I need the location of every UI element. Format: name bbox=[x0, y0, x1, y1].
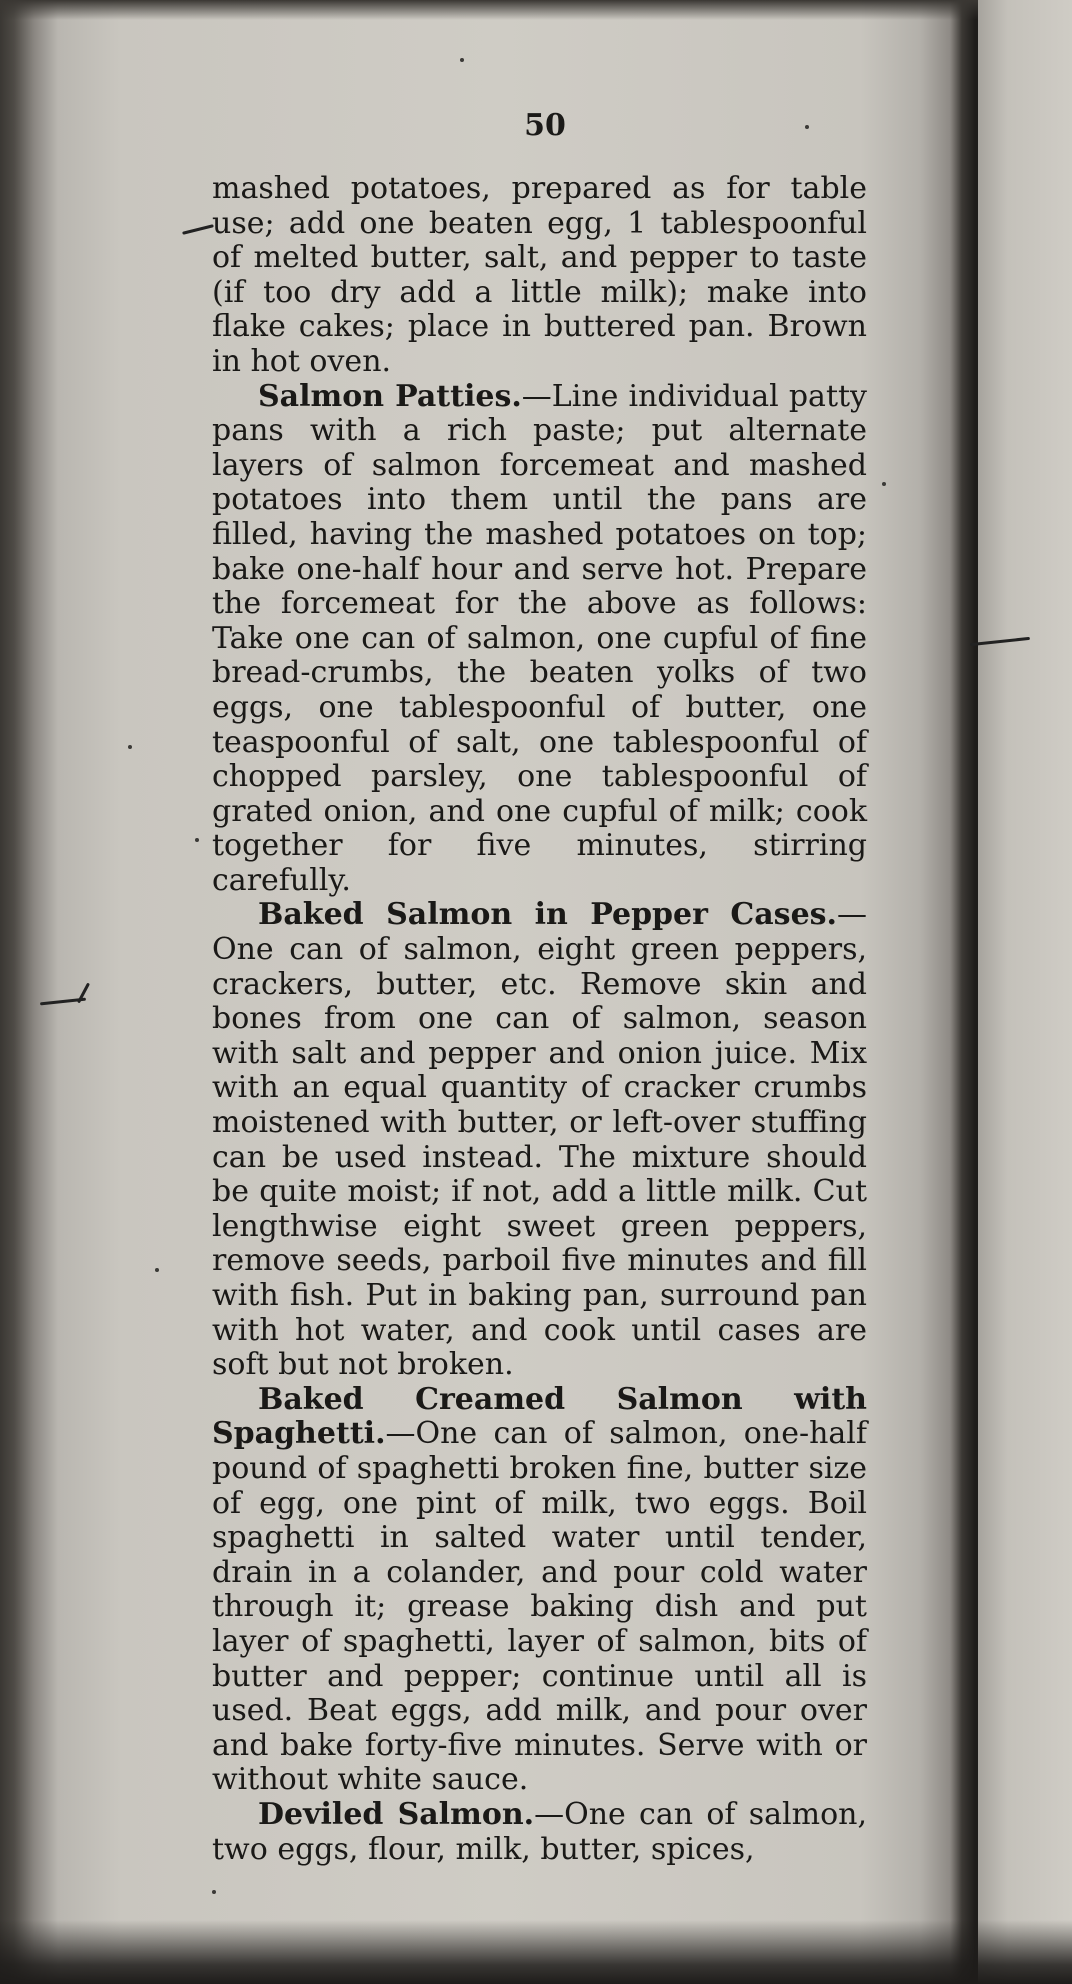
recipe-baked-salmon-pepper-cases bbox=[212, 898, 867, 1382]
recipe-body: —One can of salmon, one-half pound of spaghetti broken fine, butter size of egg, one pint of milk, two eggs. Boil spaghetti in salted water until tender, drain in a colander, and pour cold water through it; grease baking dish and put layer of spaghetti, layer of salmon, bits of butter and pepper; continue until all is used. Beat eggs, add milk, and pour over and bake forty-five minutes. Serve with or without white sauce. bbox=[212, 1416, 867, 1798]
recipe-body: —One can of salmon, two eggs, flour, milk, butter, spices, bbox=[212, 1796, 868, 1867]
recipe-body: —Line individual patty pans with a rich paste; put alternate layers of salmon forcemeat and mashed potatoes into them until the pans are filled, having the mashed potatoes on top; bake one-half hour and serve hot. Prepare the forcemeat for the above as follows: Take one can of salmon, one cupful of fine bread-crumbs, the beaten yolks of two eggs, one tablespoonful of butter, one teaspoonful of salt, one tablespoonful of chopped parsley, one tablespoonful of grated onion, and one cupful of milk; cook together for five minutes, stirring carefully. bbox=[212, 378, 867, 898]
recipe-baked-creamed-salmon-spaghetti bbox=[212, 1383, 867, 1798]
recipe-title: Baked Salmon in Pepper Cases. bbox=[258, 897, 837, 933]
dust-speck bbox=[195, 838, 199, 842]
paragraph-body: mashed potatoes, prepared as for table use; add one beaten egg, 1 tablespoonful of melted butter, salt, and pepper to taste (if too dry add a little milk); make into flake cakes; place in buttered pan. Brown in hot oven. bbox=[212, 171, 867, 379]
dust-speck bbox=[805, 125, 809, 129]
recipe-body: —One can of salmon, eight green peppers, crackers, butter, etc. Remove skin and bones from one can of salmon, season with salt and pepper and onion juice. Mix with an equal quantity of cracker crumbs moistened with butter, or left-over stuffing can be used instead. The mixture should be quite moist; if not, add a little milk. Cut lengthwise eight sweet green peppers, remove seeds, parboil five minutes and fill with fish. Put in baking pan, surround pan with hot water, and cook until cases are soft but not broken. bbox=[212, 897, 867, 1383]
recipe-salmon-patties bbox=[212, 380, 867, 899]
bottom-shadow bbox=[0, 1920, 1072, 1984]
recipe-deviled-salmon bbox=[212, 1798, 867, 1867]
dust-speck bbox=[128, 745, 132, 749]
facing-page-edge bbox=[978, 0, 1072, 1984]
recipe-title: Baked Creamed Salmon with Spaghetti. bbox=[212, 1381, 867, 1452]
pencil-margin-mark bbox=[182, 224, 214, 235]
dust-speck bbox=[155, 1268, 159, 1272]
top-shadow bbox=[0, 0, 1072, 20]
page-number: 50 bbox=[524, 108, 566, 143]
dust-speck bbox=[882, 482, 886, 486]
dust-speck bbox=[460, 58, 464, 62]
recipe-text bbox=[212, 172, 867, 1867]
recipe-title: Salmon Patties. bbox=[258, 378, 522, 414]
recipe-title: Deviled Salmon. bbox=[258, 1796, 535, 1832]
dust-speck bbox=[212, 1890, 216, 1894]
continued-paragraph bbox=[212, 172, 867, 380]
